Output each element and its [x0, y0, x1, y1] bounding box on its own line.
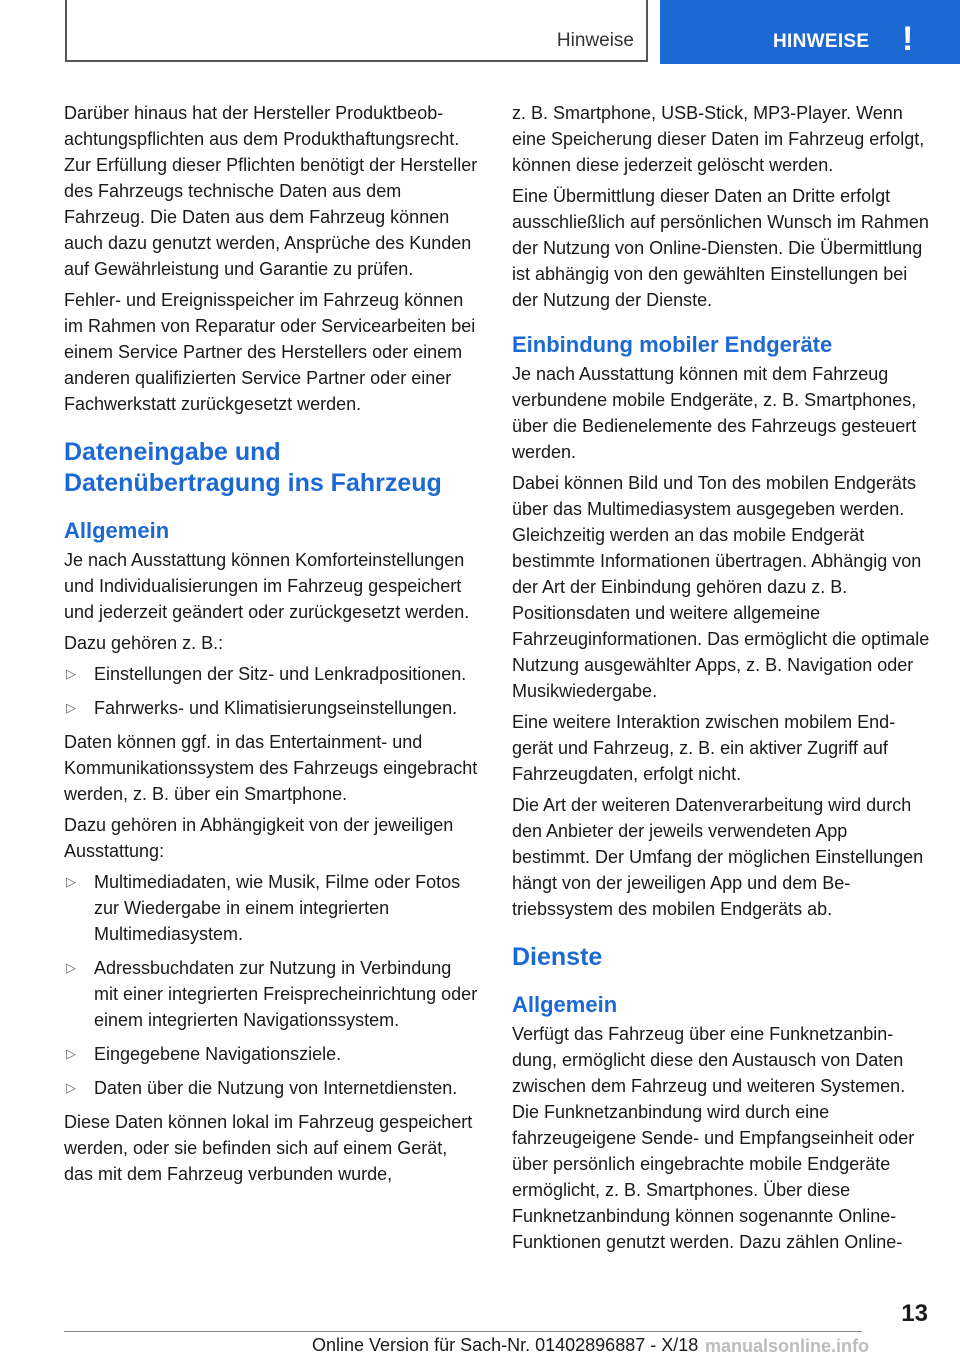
list-item: ▷ Daten über die Nutzung von Internetdiensten.: [64, 1075, 479, 1101]
bullet-list: [64, 661, 479, 721]
header-section-box: [65, 0, 648, 62]
list-item: ▷ Multimediadaten, wie Musik, Filme oder Fotos zur Wiedergabe in einem integrierten Multimediasystem.: [64, 869, 479, 947]
paragraph: Darüber hinaus hat der Hersteller Produktbeobachtungspflichten aus dem Produkthaftungsrecht. Zur Erfüllung dieser Pflichten benötigt der Hersteller des Fahrzeugs technische Daten aus dem Fahrzeug. Die Daten aus dem Fahrzeug können auch dazu genutzt werden, Ansprüche des Kunden auf Gewährleistung und Garantie zu prüfen.: [64, 103, 478, 279]
list-item: ▷ Fahrwerks- und Klimatisierungseinstellungen.: [64, 695, 479, 721]
right-column: [512, 100, 930, 1260]
triangle-right-icon: ▷: [66, 1080, 76, 1095]
paragraph: Je nach Ausstattung können mit dem Fahrzeug verbundene mobile Endgeräte, z. B. Smartphones, über die Bedienelemente des Fahrzeugs gesteuert werden.: [512, 364, 917, 462]
paragraph: Die Art der weiteren Datenverarbeitung wird durch den Anbieter der jeweils verwendeten App bestimmt. Der Umfang der möglichen Einstellungen hängt von der jeweiligen App und dem Betriebssystem des mobilen Endgeräts ab.: [512, 795, 924, 919]
triangle-right-icon: ▷: [66, 700, 76, 715]
paragraph: Daten können ggf. in das Entertainment- und Kommunikationssystem des Fahrzeugs eingebracht werden, z. B. über ein Smartphone.: [64, 732, 478, 804]
paragraph: Eine Übermittlung dieser Daten an Dritte erfolgt ausschließlich auf persönlichen Wunsch im Rahmen der Nutzung von Online-Diensten. Die Übermittlung ist abhängig von den gewählten Einstellungen bei der Nutzung der Dienste.: [512, 186, 929, 310]
footer-divider: [64, 1331, 862, 1332]
triangle-right-icon: ▷: [66, 960, 76, 975]
paragraph: z. B. Smartphone, USB-Stick, MP3-Player. Wenn eine Speicherung dieser Daten im Fahrzeug erfolgt, können diese jederzeit gelöscht werden.: [512, 103, 925, 175]
page-number: 13: [901, 1300, 928, 1327]
triangle-right-icon: ▷: [66, 666, 76, 681]
list-item: ▷ Adressbuchdaten zur Nutzung in Verbindung mit einer integrierten Freisprecheinrichtung oder einem integrierten Navigationssystem.: [64, 955, 479, 1033]
footer-online-version: Online Version für Sach-Nr. 01402896887 - X/18: [312, 1335, 699, 1355]
bullet-list: [64, 869, 479, 1101]
section-heading: Dateneingabe und Datenübertragung ins Fahrzeug: [64, 438, 442, 497]
paragraph: Dazu gehören z. B.:: [64, 633, 224, 653]
watermark: manualsonline.info: [705, 1336, 870, 1356]
paragraph: Je nach Ausstattung können Komforteinstellungen und Individualisierungen im Fahrzeug gespeichert und jederzeit geändert oder zurückgesetzt werden.: [64, 550, 470, 622]
subsection-heading: Einbindung mobiler Endgeräte: [512, 332, 833, 357]
header-chapter-tab: [660, 0, 960, 64]
list-item: ▷ Einstellungen der Sitz- und Lenkradpositionen.: [64, 661, 479, 687]
list-item: ▷ Eingegebene Navigationsziele.: [64, 1041, 479, 1067]
subsection-heading: Allgemein: [512, 992, 618, 1017]
subsection-heading: Allgemein: [64, 518, 170, 543]
paragraph: Diese Daten können lokal im Fahrzeug gespeichert werden, oder sie befinden sich auf einem Gerät, das mit dem Fahrzeug verbunden wurde,: [64, 1112, 473, 1184]
paragraph: Fehler- und Ereignisspeicher im Fahrzeug können im Rahmen von Reparatur oder Servicearbeiten bei einem Service Partner des Herstellers oder einem anderen qualifizierten Service Partner oder einer Fachwerkstatt zurückgesetzt werden.: [64, 290, 476, 414]
exclamation-icon: !: [902, 20, 914, 58]
section-heading: Dienste: [512, 943, 603, 971]
paragraph: Dabei können Bild und Ton des mobilen Endgeräts über das Multimediasystem ausgegeben werden. Gleichzeitig werden an das mobile Endgerät bestimmte Informationen übertragen. Abhängig von der Art der Einbindung gehören dazu z. B. Positionsdaten und weitere allgemeine Fahrzeuginformationen. Das ermöglicht die optimale Nutzung ausgewählter Apps, z. B. Navigation oder Musikwiedergabe.: [512, 473, 930, 701]
header-chapter-label: HINWEISE: [773, 31, 870, 52]
paragraph: Dazu gehören in Abhängigkeit von der jeweiligen Ausstattung:: [64, 815, 454, 861]
left-column: [64, 100, 479, 1192]
header-section-title: Hinweise: [556, 30, 634, 51]
triangle-right-icon: ▷: [66, 874, 76, 889]
triangle-right-icon: ▷: [66, 1046, 76, 1061]
paragraph: Verfügt das Fahrzeug über eine Funknetzanbindung, ermöglicht diese den Austausch von Daten zwischen dem Fahrzeug und weiteren Systemen. Die Funknetzanbindung wird durch eine fahrzeugeigene Sende- und Empfangseinheit oder über persönlich eingebrachte mobile Endgeräte ermöglicht, z. B. Smartphones. Über diese Funknetzanbindung können sogenannte Online-Funktionen genutzt werden. Dazu zählen Online-: [512, 1024, 915, 1252]
paragraph: Eine weitere Interaktion zwischen mobilem Endgerät und Fahrzeug, z. B. ein aktiver Zugriff auf Fahrzeugdaten, erfolgt nicht.: [512, 712, 896, 784]
